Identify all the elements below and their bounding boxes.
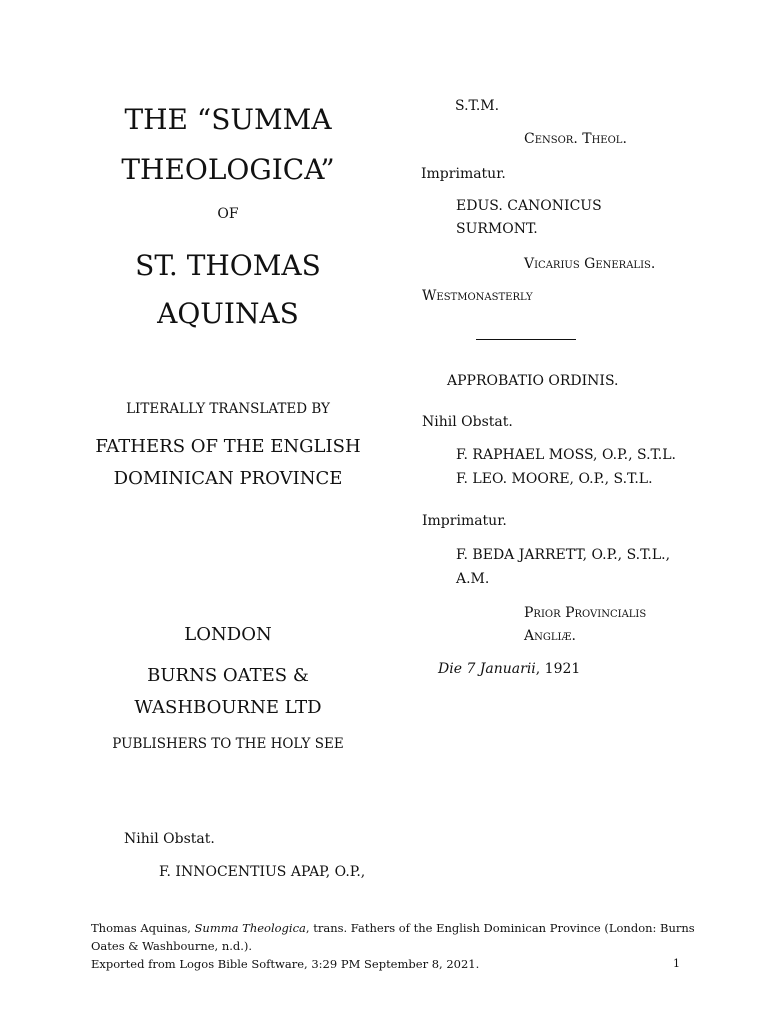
right-nihil-obstat: Nihil Obstat. — [422, 414, 513, 430]
imprimatur-1: Imprimatur. — [421, 166, 506, 182]
translator-line-2: DOMINICAN PROVINCE — [113, 468, 343, 489]
approbation-date — [438, 661, 580, 677]
translated-by: LITERALLY TRANSLATED BY — [126, 401, 330, 417]
footer-citation-line-1 — [91, 920, 695, 937]
left-censor-name: F. INNOCENTIUS APAP, O.P., — [159, 864, 366, 880]
author-line-2: AQUINAS — [157, 297, 299, 330]
citation-rest: , trans. Fathers of the English Dominican Province (London: Burns — [305, 921, 695, 935]
publisher-tagline: PUBLISHERS TO THE HOLY SEE — [112, 736, 344, 752]
page-number: 1 — [673, 957, 680, 970]
censor-title: Censor. Theol. — [524, 131, 627, 147]
approbation-date-day: Die 7 Januarii — [438, 661, 536, 677]
jarrett-line-2: A.M. — [456, 571, 490, 587]
publisher-name-line-1: BURNS OATES & — [147, 665, 309, 686]
edus-line-1: EDUS. CANONICUS — [456, 198, 602, 214]
imprimatur-2: Imprimatur. — [422, 513, 507, 529]
title-line-1: THE “SUMMA — [124, 103, 332, 136]
prior-provincialis-line-1: Prior Provincialis — [524, 605, 647, 621]
censor-moore: F. LEO. MOORE, O.P., S.T.L. — [456, 471, 653, 487]
author-line-1: ST. THOMAS — [135, 249, 321, 282]
footer-citation-line-2: Oates & Washbourne, n.d.). — [91, 939, 253, 953]
citation-title: Summa Theologica — [194, 921, 306, 935]
censor-moss: F. RAPHAEL MOSS, O.P., S.T.L. — [456, 447, 677, 463]
westmonasterly: Westmonasterly — [422, 288, 533, 304]
translator-line-1: FATHERS OF THE ENGLISH — [95, 436, 361, 457]
vicarius-generalis: Vicarius Generalis. — [524, 256, 656, 272]
title-line-2: THEOLOGICA” — [121, 153, 335, 186]
edus-line-2: SURMONT. — [456, 221, 538, 237]
stm: S.T.M. — [455, 98, 500, 114]
jarrett-line-1: F. BEDA JARRETT, O.P., S.T.L., — [456, 547, 671, 563]
publisher-name-line-2: WASHBOURNE LTD — [134, 697, 322, 718]
approbation-date-year: , 1921 — [535, 661, 581, 677]
footer-export-note: Exported from Logos Bible Software, 3:29 PM September 8, 2021. — [91, 957, 480, 971]
section-divider — [476, 339, 576, 340]
title-of: OF — [217, 206, 239, 222]
prior-provincialis-line-2: Angliæ. — [524, 628, 576, 644]
left-nihil-obstat: Nihil Obstat. — [124, 831, 215, 847]
citation-author: Thomas Aquinas, — [91, 921, 195, 935]
approbatio-ordinis: APPROBATIO ORDINIS. — [447, 373, 619, 389]
publisher-city: LONDON — [184, 624, 272, 645]
